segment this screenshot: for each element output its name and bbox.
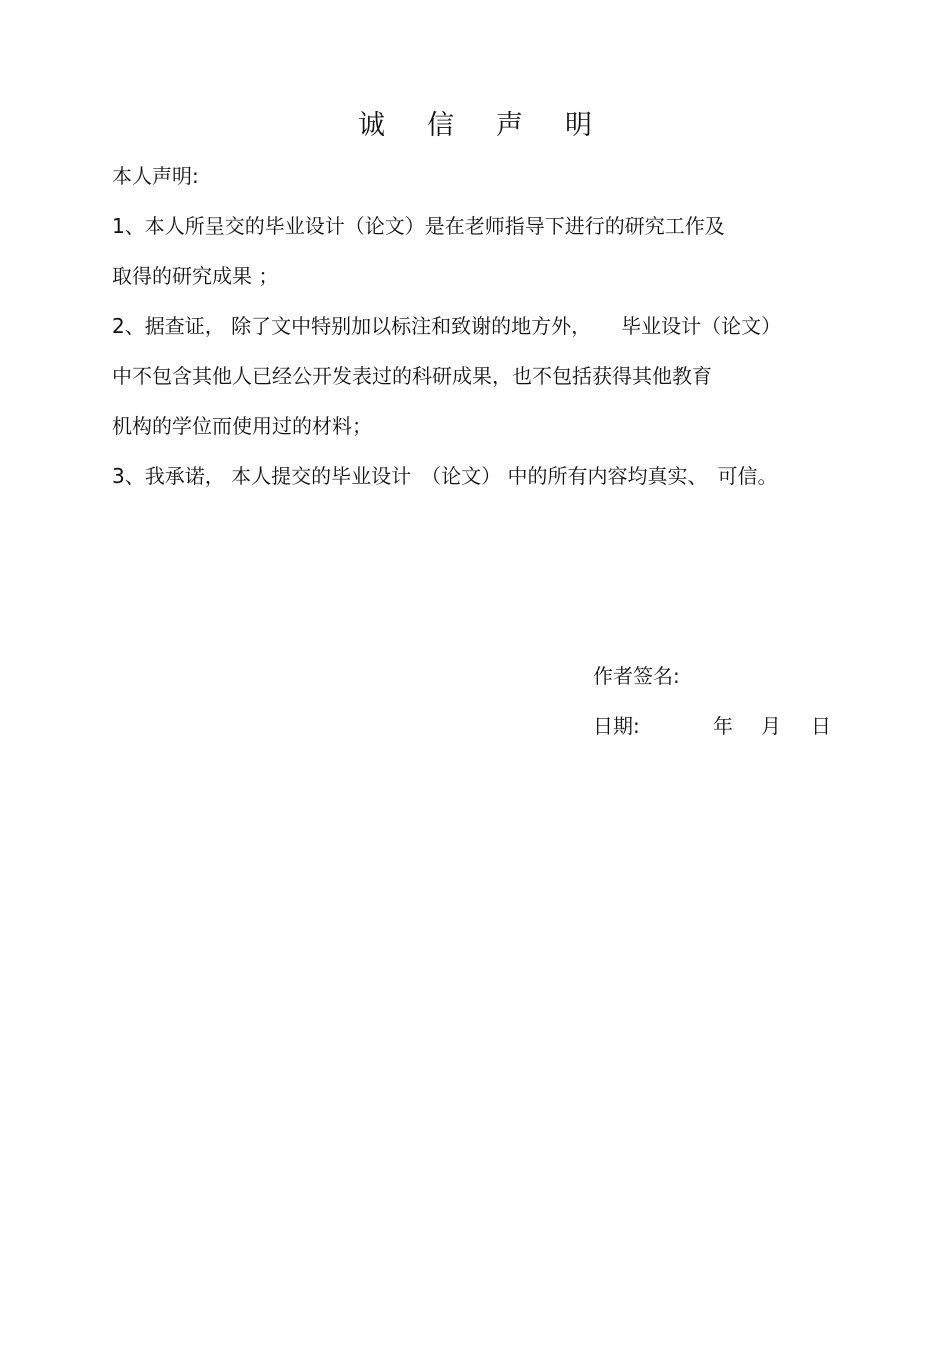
declaration-line-6: 3、我承诺， 本人提交的毕业设计 （论文） 中的所有内容均真实、 可信。 bbox=[112, 464, 778, 488]
month-label: 月 bbox=[761, 714, 781, 738]
year-label: 年 bbox=[713, 714, 733, 738]
declaration-line-2: 取得的研究成果 ； bbox=[112, 264, 279, 288]
day-label: 日 bbox=[811, 714, 831, 738]
declaration-line-3: 2、据查证， 除了文中特别加以标注和致谢的地方外， 毕业设计（论文） bbox=[112, 314, 782, 338]
declaration-intro: 本人声明: bbox=[112, 164, 199, 188]
document-title: 诚信声明 bbox=[358, 110, 634, 141]
author-signature-label: 作者签名: bbox=[593, 664, 680, 688]
declaration-line-4: 中不包含其他人已经公开发表过的科研成果，也不包括获得其他教育 bbox=[112, 364, 712, 388]
declaration-line-5: 机构的学位而使用过的材料； bbox=[112, 414, 372, 438]
date-label: 日期: bbox=[593, 714, 640, 738]
declaration-line-1: 1、本人所呈交的毕业设计（论文）是在老师指导下进行的研究工作及 bbox=[112, 214, 725, 238]
